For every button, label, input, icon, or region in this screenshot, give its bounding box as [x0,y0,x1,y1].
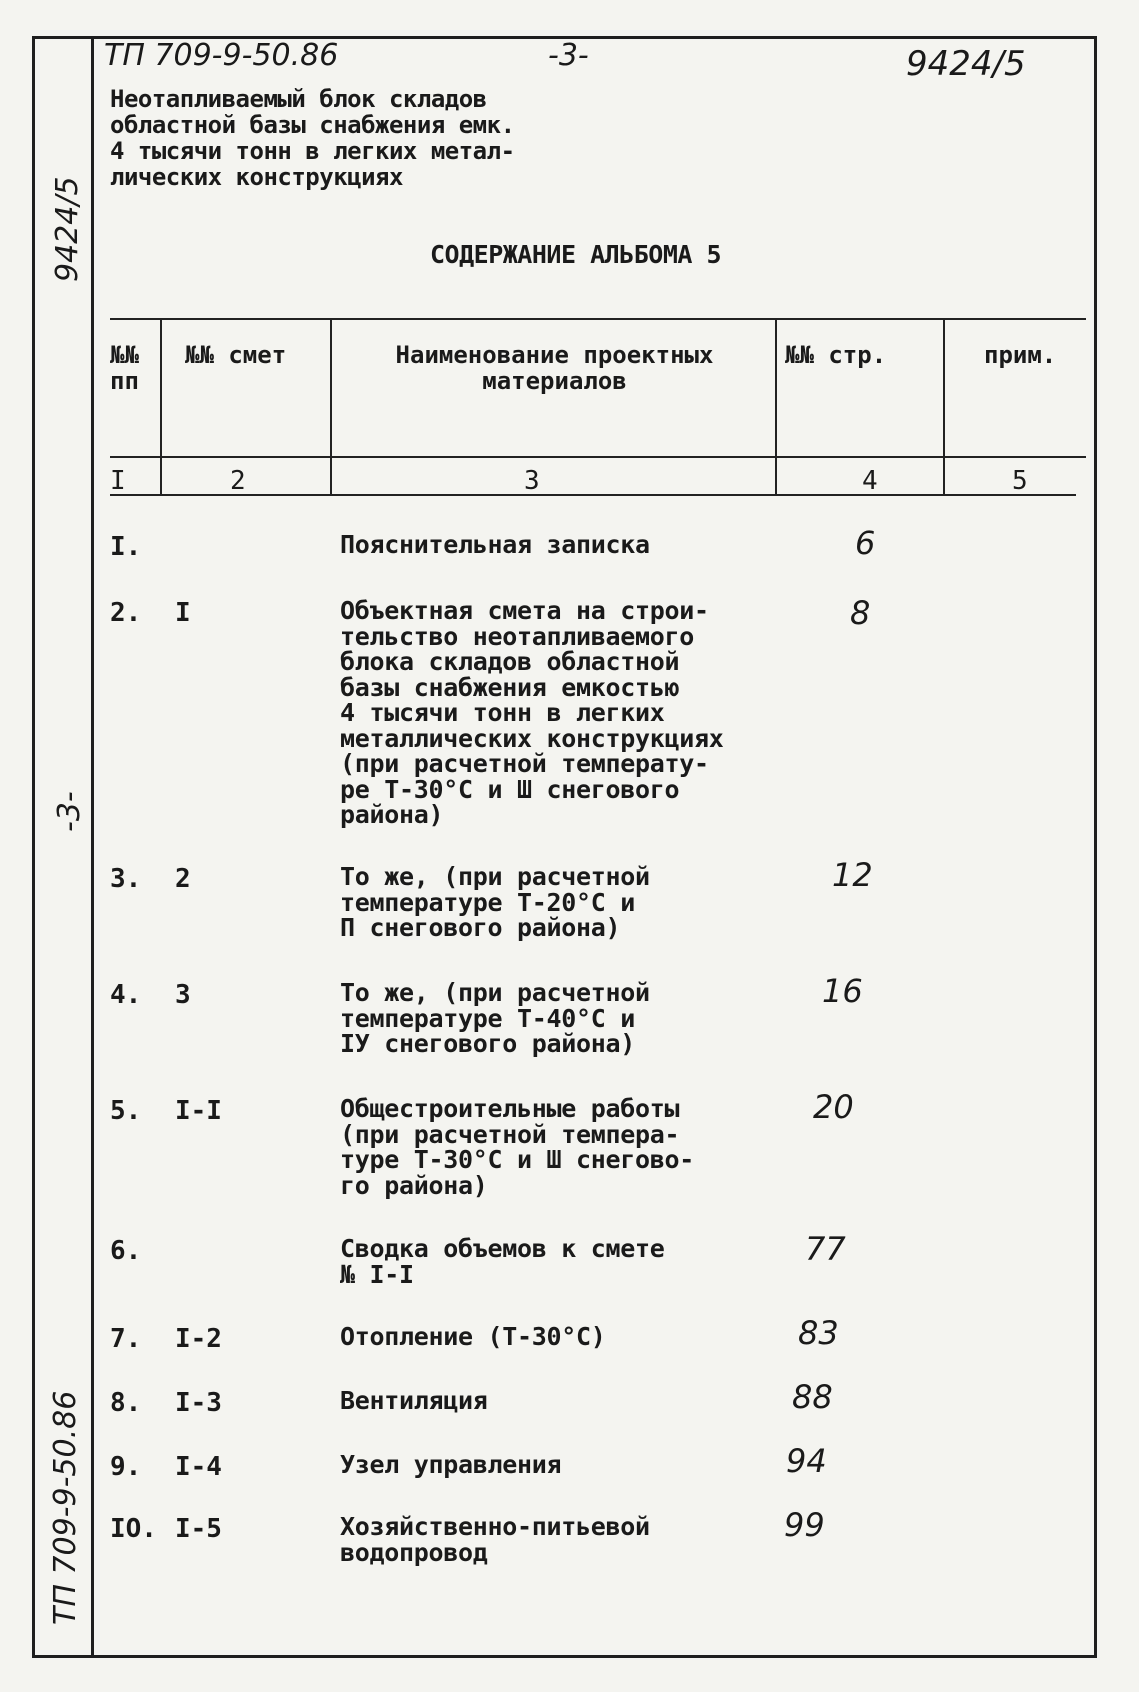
row-estimate: 2 [175,864,191,894]
row-number: 5. [110,1096,142,1126]
row-estimate: 3 [175,980,191,1010]
row-name: Общестроительные работы (при расчетной темпера- туре Т-30°С и Ш снегово- го района) [340,1094,695,1200]
row-page: 94 [786,1442,827,1480]
column-number: 2 [230,466,246,496]
row-number: 8. [110,1388,142,1418]
row-page: 16 [822,972,863,1010]
row-page: 88 [792,1378,833,1416]
row-estimate: I-3 [175,1388,222,1418]
header-notes: прим. [984,341,1057,369]
side-archive-number: 9424/5 [50,176,85,282]
row-number: 6. [110,1236,142,1266]
side-doc-code: ТП 709-9-50.86 [48,1390,83,1625]
header-estimate-number: №№ смет [185,341,287,369]
contents-heading: СОДЕРЖАНИЕ АЛЬБОМА 5 [430,240,722,269]
row-number: 3. [110,864,142,894]
column-divider [160,318,162,494]
row-page: 12 [832,856,873,894]
title-line: областной базы снабжения емк. [110,111,515,139]
header-item-number: №№ пп [110,341,139,395]
row-name: Пояснительная записка [340,530,650,559]
row-page: 20 [813,1088,854,1126]
row-name: То же, (при расчетной температуре Т-20°С и П снегового района) [340,862,650,942]
column-numbers-rule [110,494,1076,496]
column-number: I [110,466,126,496]
row-number: 2. [110,598,142,628]
row-estimate: I-5 [175,1514,222,1544]
title-line: 4 тысячи тонн в легких метал- [110,137,515,165]
row-name: Вентиляция [340,1386,488,1415]
row-number: 4. [110,980,142,1010]
side-page-marker: -3- [52,791,87,832]
row-name: Узел управления [340,1450,562,1479]
row-page: 83 [798,1314,839,1352]
row-name: То же, (при расчетной температуре Т-40°С и IУ снегового района) [340,978,650,1058]
row-page: 99 [784,1506,825,1544]
row-number: I. [110,532,142,562]
table-top-rule [110,318,1086,320]
column-number: 4 [862,466,878,496]
header-rule [110,456,1086,458]
row-name: Объектная смета на строи- тельство неотапливаемого блока складов областной базы снабжения емкостью 4 тысячи тонн в легких металлических конструкциях (при расчетной температу- ре Т-30°С и Ш снегового района) [340,596,724,829]
row-number: 9. [110,1452,142,1482]
title-line: лических конструкциях [110,163,403,191]
document-title [110,86,515,190]
row-page: 8 [850,594,871,632]
doc-code: ТП 709-9-50.86 [104,38,339,73]
column-divider [943,318,945,494]
row-estimate: I [175,598,191,628]
archive-number: 9424/5 [906,44,1026,84]
row-name: Сводка объемов к смете № I-I [340,1234,665,1289]
column-number: 5 [1012,466,1028,496]
column-divider [330,318,332,494]
row-page: 77 [805,1230,846,1268]
row-estimate: I-I [175,1096,222,1126]
column-divider [775,318,777,494]
row-name: Отопление (Т-30°С) [340,1322,606,1351]
header-page-number: №№ стр. [785,341,887,369]
row-page: 6 [855,524,876,562]
title-line: Неотапливаемый блок складов [110,85,487,113]
row-number: IO. [110,1514,157,1544]
column-number: 3 [524,466,540,496]
row-estimate: I-2 [175,1324,222,1354]
row-name: Хозяйственно-питьевой водопровод [340,1512,650,1567]
page-marker: -3- [548,38,589,73]
row-estimate: I-4 [175,1452,222,1482]
row-number: 7. [110,1324,142,1354]
header-material-name: Наименование проектных материалов [395,341,714,395]
binding-margin-line [91,36,94,1658]
